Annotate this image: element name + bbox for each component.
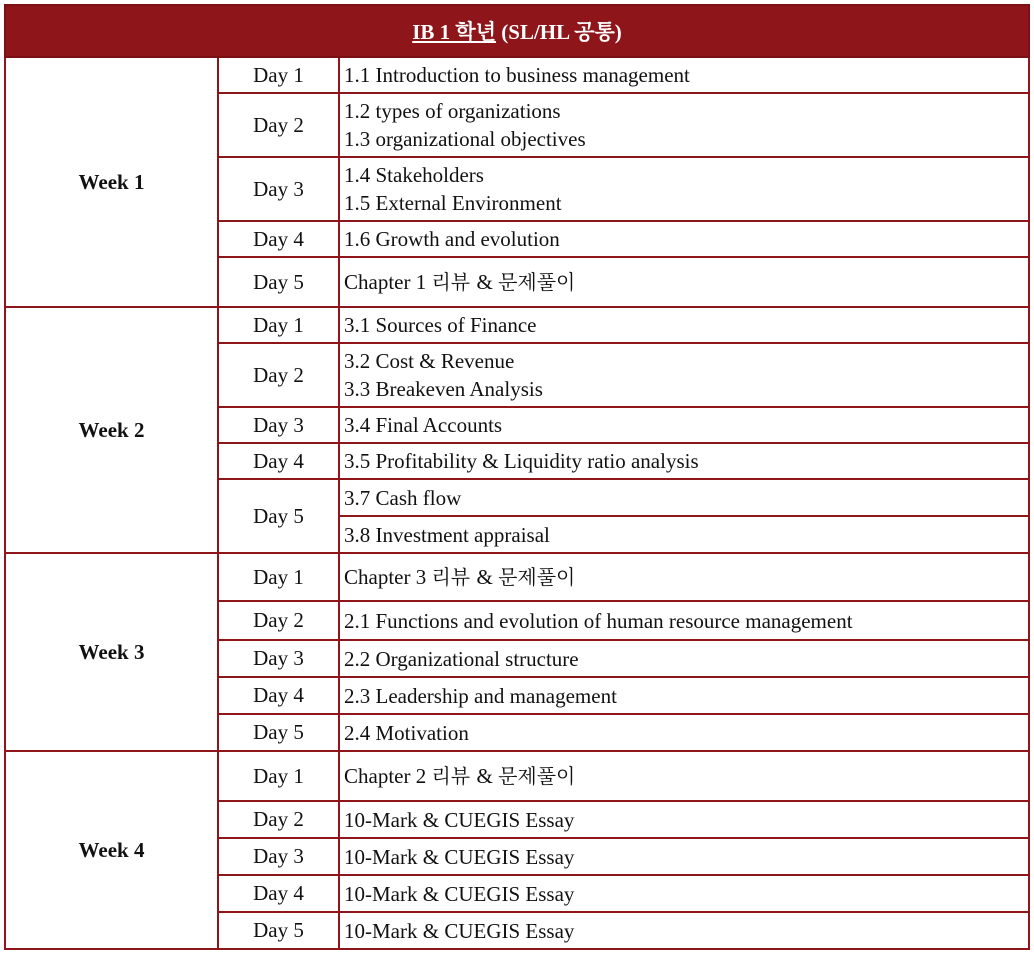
topic-cell bbox=[339, 640, 1029, 677]
topic-cell bbox=[339, 677, 1029, 714]
day-label: Day 2 bbox=[218, 93, 339, 157]
topic-line: 1.1 Introduction to business management bbox=[344, 63, 690, 87]
topic-cell bbox=[339, 407, 1029, 443]
day-label: Day 4 bbox=[218, 875, 339, 912]
topic-line: 10-Mark & CUEGIS Essay bbox=[344, 807, 575, 832]
topic-line: 10-Mark & CUEGIS Essay bbox=[344, 918, 575, 943]
week-label: Week 3 bbox=[5, 553, 218, 751]
topic-line: Chapter 1 리뷰 & 문제풀이 bbox=[344, 270, 576, 294]
day-label: Day 2 bbox=[218, 601, 339, 640]
topic-cell bbox=[339, 443, 1029, 479]
table-row bbox=[5, 751, 1029, 801]
day-label: Day 3 bbox=[218, 407, 339, 443]
topic-line: 1.5 External Environment bbox=[344, 191, 562, 215]
topic-cell bbox=[339, 307, 1029, 343]
topic-cell bbox=[339, 57, 1029, 93]
table-row bbox=[5, 307, 1029, 343]
topic-line: 3.3 Breakeven Analysis bbox=[344, 377, 543, 401]
day-label: Day 2 bbox=[218, 801, 339, 838]
topic-line: 10-Mark & CUEGIS Essay bbox=[344, 881, 575, 906]
day-label: Day 5 bbox=[218, 912, 339, 949]
topic-line: 3.4 Final Accounts bbox=[344, 413, 503, 437]
topic-cell bbox=[339, 516, 1029, 553]
topic-line: 3.1 Sources of Finance bbox=[344, 313, 537, 337]
topic-cell bbox=[339, 343, 1029, 407]
schedule-body bbox=[5, 57, 1029, 949]
table-row bbox=[5, 57, 1029, 93]
topic-line: 1.6 Growth and evolution bbox=[344, 227, 560, 251]
topic-line: Chapter 3 리뷰 & 문제풀이 bbox=[344, 565, 576, 589]
day-label: Day 4 bbox=[218, 677, 339, 714]
day-label: Day 1 bbox=[218, 57, 339, 93]
day-label: Day 4 bbox=[218, 443, 339, 479]
day-label: Day 5 bbox=[218, 479, 339, 553]
topic-line: 10-Mark & CUEGIS Essay bbox=[344, 844, 575, 869]
week-label: Week 1 bbox=[5, 57, 218, 307]
day-label: Day 1 bbox=[218, 553, 339, 601]
topic-cell bbox=[339, 553, 1029, 601]
topic-cell bbox=[339, 751, 1029, 801]
day-label: Day 3 bbox=[218, 640, 339, 677]
day-label: Day 5 bbox=[218, 257, 339, 307]
schedule-table bbox=[4, 4, 1030, 950]
schedule-sheet bbox=[4, 4, 1028, 950]
topic-line: 2.4 Motivation bbox=[344, 720, 469, 745]
topic-cell bbox=[339, 838, 1029, 875]
topic-cell bbox=[339, 875, 1029, 912]
day-label: Day 1 bbox=[218, 751, 339, 801]
topic-line: Chapter 2 리뷰 & 문제풀이 bbox=[344, 764, 576, 788]
table-title bbox=[5, 5, 1029, 57]
day-label: Day 1 bbox=[218, 307, 339, 343]
topic-line: 3.8 Investment appraisal bbox=[344, 522, 550, 547]
topic-cell bbox=[339, 801, 1029, 838]
topic-cell bbox=[339, 221, 1029, 257]
day-label: Day 3 bbox=[218, 157, 339, 221]
topic-line: 3.7 Cash flow bbox=[344, 485, 462, 510]
topic-line: 3.2 Cost & Revenue bbox=[344, 349, 515, 373]
topic-cell bbox=[339, 257, 1029, 307]
title-scope: (SL/HL 공통) bbox=[496, 20, 622, 44]
title-grade: IB 1 학년 bbox=[412, 20, 497, 44]
topic-line: 2.2 Organizational structure bbox=[344, 646, 579, 671]
topic-line: 1.4 Stakeholders bbox=[344, 163, 484, 187]
topic-line: 1.2 types of organizations bbox=[344, 99, 561, 123]
topic-line: 3.5 Profitability & Liquidity ratio analysis bbox=[344, 449, 699, 473]
day-label: Day 2 bbox=[218, 343, 339, 407]
topic-cell bbox=[339, 479, 1029, 516]
topic-cell bbox=[339, 157, 1029, 221]
topic-cell bbox=[339, 601, 1029, 640]
topic-line: 2.1 Functions and evolution of human resource management bbox=[344, 608, 853, 633]
topic-line: 2.3 Leadership and management bbox=[344, 683, 617, 708]
topic-cell bbox=[339, 714, 1029, 751]
week-label: Week 2 bbox=[5, 307, 218, 553]
day-label: Day 3 bbox=[218, 838, 339, 875]
topic-line: 1.3 organizational objectives bbox=[344, 127, 586, 151]
week-label: Week 4 bbox=[5, 751, 218, 949]
day-label: Day 5 bbox=[218, 714, 339, 751]
topic-cell bbox=[339, 912, 1029, 949]
table-row bbox=[5, 553, 1029, 601]
day-label: Day 4 bbox=[218, 221, 339, 257]
topic-cell bbox=[339, 93, 1029, 157]
